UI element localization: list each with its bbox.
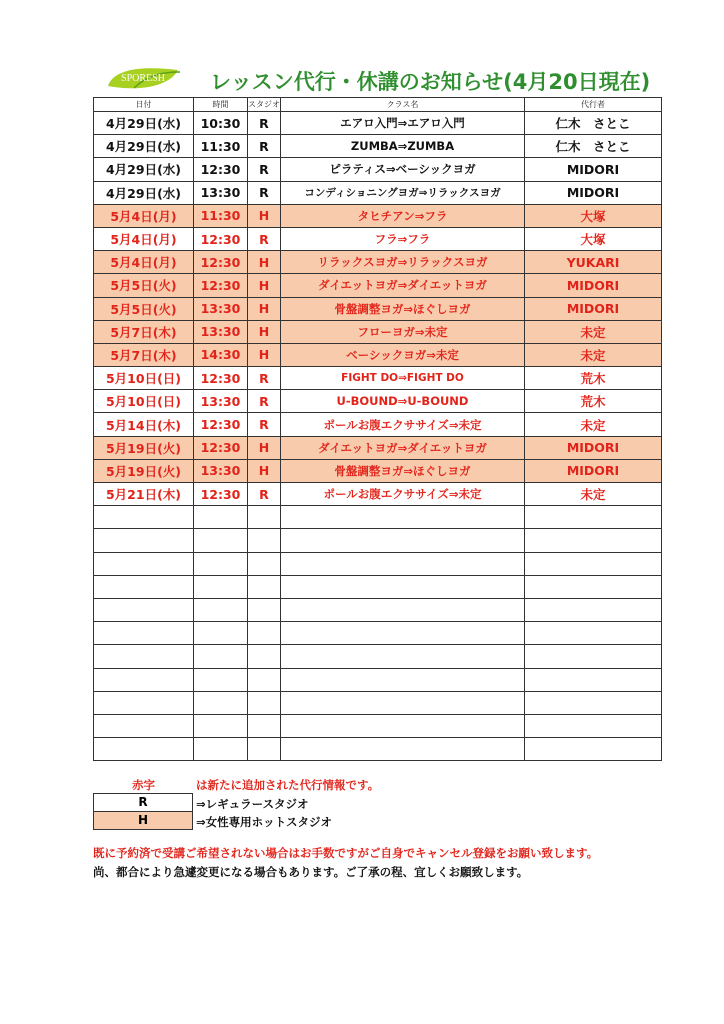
header-time: 時間 [194, 98, 248, 112]
empty-row [94, 575, 662, 598]
table-row [94, 459, 662, 482]
empty-cell [94, 506, 194, 529]
class-cell: タヒチアン⇒フラ [281, 204, 525, 227]
empty-cell [194, 575, 248, 598]
studio-cell: R [248, 158, 281, 181]
date-cell: 4月29日(水) [94, 112, 194, 135]
table-row [94, 274, 662, 297]
studio-cell: R [248, 390, 281, 413]
date-cell: 5月7日(木) [94, 343, 194, 366]
empty-cell [94, 714, 194, 737]
table-row [94, 413, 662, 436]
table-row [94, 297, 662, 320]
time-cell: 13:30 [194, 320, 248, 343]
empty-cell [94, 622, 194, 645]
class-cell: フローヨガ⇒未定 [281, 320, 525, 343]
studio-cell: R [248, 367, 281, 390]
empty-cell [281, 575, 525, 598]
time-cell: 13:30 [194, 390, 248, 413]
legend-r-box: R [93, 793, 193, 812]
empty-cell [525, 598, 662, 621]
studio-cell: H [248, 436, 281, 459]
date-cell: 5月14日(木) [94, 413, 194, 436]
header-class: クラス名 [281, 98, 525, 112]
class-cell: フラ⇒フラ [281, 227, 525, 250]
studio-cell: H [248, 251, 281, 274]
empty-cell [525, 645, 662, 668]
date-cell: 4月29日(水) [94, 181, 194, 204]
svg-text:SPORESH: SPORESH [121, 73, 165, 84]
empty-cell [94, 529, 194, 552]
substitute-cell: 未定 [525, 343, 662, 366]
time-cell: 12:30 [194, 227, 248, 250]
empty-cell [281, 529, 525, 552]
table-header [94, 98, 662, 112]
studio-cell: H [248, 204, 281, 227]
substitute-cell: 大塚 [525, 227, 662, 250]
time-cell: 11:30 [194, 204, 248, 227]
class-cell: エアロ入門⇒エアロ入門 [281, 112, 525, 135]
class-cell: FIGHT DO⇒FIGHT DO [281, 367, 525, 390]
schedule-table [93, 97, 662, 761]
substitute-cell: 仁木 さとこ [525, 112, 662, 135]
time-cell: 12:30 [194, 274, 248, 297]
empty-cell [194, 645, 248, 668]
substitute-cell: 未定 [525, 483, 662, 506]
table-row [94, 436, 662, 459]
substitute-cell: MIDORI [525, 274, 662, 297]
time-cell: 14:30 [194, 343, 248, 366]
empty-cell [281, 645, 525, 668]
empty-cell [525, 691, 662, 714]
empty-cell [194, 622, 248, 645]
empty-row [94, 738, 662, 761]
empty-cell [248, 506, 281, 529]
substitute-cell: 大塚 [525, 204, 662, 227]
substitute-cell: 荒木 [525, 390, 662, 413]
table-row [94, 367, 662, 390]
empty-cell [248, 529, 281, 552]
empty-cell [525, 668, 662, 691]
date-cell: 4月29日(水) [94, 158, 194, 181]
class-cell: ベーシックヨガ⇒未定 [281, 343, 525, 366]
empty-cell [248, 552, 281, 575]
substitute-cell: MIDORI [525, 436, 662, 459]
empty-cell [248, 738, 281, 761]
date-cell: 5月21日(木) [94, 483, 194, 506]
empty-cell [248, 668, 281, 691]
class-cell: ポールお腹エクササイズ⇒未定 [281, 483, 525, 506]
date-cell: 5月10日(日) [94, 390, 194, 413]
empty-row [94, 691, 662, 714]
substitute-cell: MIDORI [525, 297, 662, 320]
empty-cell [194, 714, 248, 737]
empty-cell [194, 506, 248, 529]
date-cell: 5月7日(木) [94, 320, 194, 343]
studio-cell: R [248, 483, 281, 506]
empty-cell [281, 598, 525, 621]
class-cell: コンディショニングヨガ⇒リラックスヨガ [281, 181, 525, 204]
time-cell: 13:30 [194, 181, 248, 204]
empty-row [94, 598, 662, 621]
table-row [94, 320, 662, 343]
empty-cell [248, 598, 281, 621]
time-cell: 10:30 [194, 112, 248, 135]
date-cell: 5月5日(火) [94, 297, 194, 320]
studio-cell: H [248, 297, 281, 320]
studio-cell: R [248, 413, 281, 436]
table-row [94, 135, 662, 158]
empty-cell [248, 714, 281, 737]
date-cell: 5月10日(日) [94, 367, 194, 390]
date-cell: 5月4日(月) [94, 251, 194, 274]
table-row [94, 227, 662, 250]
studio-cell: H [248, 320, 281, 343]
empty-cell [194, 668, 248, 691]
time-cell: 12:30 [194, 436, 248, 459]
table-row [94, 390, 662, 413]
empty-cell [525, 738, 662, 761]
cancel-notice: 既に予約済で受講ご希望されない場合はお手数ですがご自身でキャンセル登録をお願い致します。 [93, 846, 599, 860]
empty-cell [248, 691, 281, 714]
empty-cell [248, 645, 281, 668]
substitute-cell: MIDORI [525, 459, 662, 482]
header-date: 日付 [94, 98, 194, 112]
empty-row [94, 714, 662, 737]
empty-row [94, 668, 662, 691]
table-row [94, 158, 662, 181]
header-substitute: 代行者 [525, 98, 662, 112]
time-cell: 12:30 [194, 158, 248, 181]
legend-r-desc: ⇒レギュラースタジオ [196, 797, 309, 811]
class-cell: ダイエットヨガ⇒ダイエットヨガ [281, 436, 525, 459]
empty-cell [194, 529, 248, 552]
empty-cell [94, 598, 194, 621]
class-cell: U-BOUND⇒U-BOUND [281, 390, 525, 413]
empty-row [94, 552, 662, 575]
time-cell: 11:30 [194, 135, 248, 158]
empty-cell [525, 714, 662, 737]
empty-cell [281, 668, 525, 691]
empty-cell [94, 645, 194, 668]
class-cell: 骨盤調整ヨガ⇒ほぐしヨガ [281, 459, 525, 482]
table-row [94, 204, 662, 227]
time-cell: 12:30 [194, 251, 248, 274]
legend-red-desc: は新たに追加された代行情報です。 [196, 778, 380, 792]
empty-cell [94, 668, 194, 691]
empty-cell [194, 598, 248, 621]
table-row [94, 251, 662, 274]
empty-cell [281, 506, 525, 529]
empty-cell [248, 575, 281, 598]
studio-cell: R [248, 135, 281, 158]
class-cell: 骨盤調整ヨガ⇒ほぐしヨガ [281, 297, 525, 320]
date-cell: 5月4日(月) [94, 204, 194, 227]
substitute-cell: MIDORI [525, 158, 662, 181]
class-cell: ZUMBA⇒ZUMBA [281, 135, 525, 158]
empty-row [94, 529, 662, 552]
studio-cell: H [248, 459, 281, 482]
header-studio: スタジオ [248, 98, 281, 112]
substitute-cell: 荒木 [525, 367, 662, 390]
empty-row [94, 506, 662, 529]
time-cell: 12:30 [194, 367, 248, 390]
studio-cell: R [248, 227, 281, 250]
studio-cell: R [248, 181, 281, 204]
empty-row [94, 645, 662, 668]
class-cell: ポールお腹エクササイズ⇒未定 [281, 413, 525, 436]
legend-h-desc: ⇒女性専用ホットスタジオ [196, 815, 333, 829]
empty-cell [281, 691, 525, 714]
empty-cell [194, 691, 248, 714]
empty-row [94, 622, 662, 645]
empty-cell [94, 552, 194, 575]
studio-cell: R [248, 112, 281, 135]
class-cell: リラックスヨガ⇒リラックスヨガ [281, 251, 525, 274]
change-notice: 尚、都合により急遽変更になる場合もあります。ご了承の程、宜しくお願致します。 [93, 865, 529, 879]
class-cell: ダイエットヨガ⇒ダイエットヨガ [281, 274, 525, 297]
substitute-cell: YUKARI [525, 251, 662, 274]
empty-cell [248, 622, 281, 645]
studio-cell: H [248, 274, 281, 297]
table-row [94, 181, 662, 204]
empty-cell [94, 575, 194, 598]
time-cell: 12:30 [194, 413, 248, 436]
empty-cell [94, 738, 194, 761]
time-cell: 13:30 [194, 297, 248, 320]
substitute-cell: 仁木 さとこ [525, 135, 662, 158]
time-cell: 12:30 [194, 483, 248, 506]
empty-cell [281, 714, 525, 737]
table-row [94, 112, 662, 135]
empty-cell [281, 552, 525, 575]
substitute-cell: 未定 [525, 320, 662, 343]
empty-cell [525, 575, 662, 598]
date-cell: 5月5日(火) [94, 274, 194, 297]
empty-cell [194, 738, 248, 761]
class-cell: ピラティス⇒ベーシックヨガ [281, 158, 525, 181]
table-row [94, 483, 662, 506]
table-row [94, 343, 662, 366]
sporesh-logo [104, 66, 182, 90]
empty-cell [194, 552, 248, 575]
empty-cell [525, 529, 662, 552]
date-cell: 5月19日(火) [94, 436, 194, 459]
substitute-cell: MIDORI [525, 181, 662, 204]
time-cell: 13:30 [194, 459, 248, 482]
empty-cell [525, 622, 662, 645]
page-title: レッスン代行・休講のお知らせ(4月20日現在) [210, 70, 651, 94]
empty-cell [94, 691, 194, 714]
date-cell: 4月29日(水) [94, 135, 194, 158]
studio-cell: H [248, 343, 281, 366]
legend-red-label: 赤字 [132, 778, 155, 792]
substitute-cell: 未定 [525, 413, 662, 436]
date-cell: 5月19日(火) [94, 459, 194, 482]
empty-cell [525, 552, 662, 575]
date-cell: 5月4日(月) [94, 227, 194, 250]
empty-cell [281, 738, 525, 761]
empty-cell [281, 622, 525, 645]
empty-cell [525, 506, 662, 529]
legend-h-box: H [93, 811, 193, 830]
